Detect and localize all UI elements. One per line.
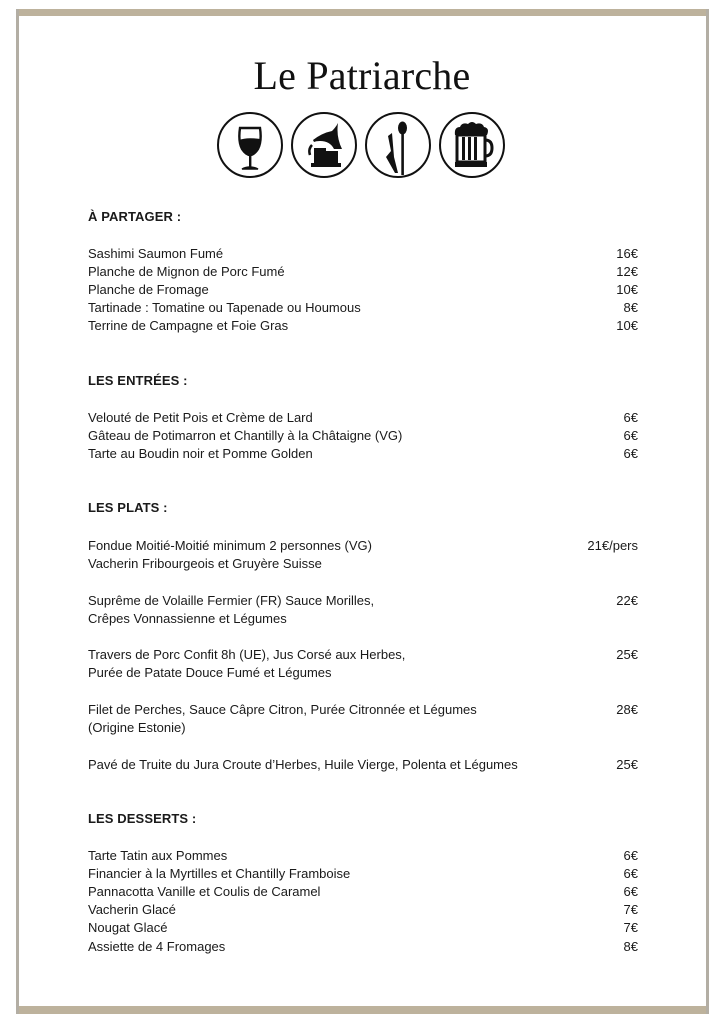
item-name: Velouté de Petit Pois et Crème de Lard bbox=[88, 410, 313, 425]
item-price: 21€/pers bbox=[587, 538, 638, 553]
frame-top-border bbox=[16, 9, 709, 16]
item-name: Pannacotta Vanille et Coulis de Caramel bbox=[88, 884, 321, 899]
section-title-entrees: LES ENTRÉES : bbox=[88, 373, 188, 388]
item-price: 6€ bbox=[623, 848, 638, 863]
item-name: Pavé de Truite du Jura Croute d’Herbes, Huile Vierge, Polenta et Légumes bbox=[88, 757, 518, 772]
menu-item bbox=[88, 701, 638, 737]
item-name: Terrine de Campagne et Foie Gras bbox=[88, 318, 289, 333]
wine-glass-icon bbox=[216, 111, 284, 179]
item-name: Sashimi Saumon Fumé bbox=[88, 246, 224, 261]
item-price: 10€ bbox=[616, 318, 638, 333]
item-name: Planche de Mignon de Porc Fumé bbox=[88, 264, 285, 279]
item-price: 8€ bbox=[623, 939, 638, 954]
item-price: 7€ bbox=[623, 902, 638, 917]
item-price: 7€ bbox=[623, 920, 638, 935]
item-price: 16€ bbox=[616, 246, 638, 261]
header-icons bbox=[216, 111, 508, 181]
menu-item bbox=[88, 409, 638, 427]
item-description: Vacherin Fribourgeois et Gruyère Suisse bbox=[88, 556, 322, 572]
item-name: Fondue Moitié-Moitié minimum 2 personnes (VG) bbox=[88, 538, 372, 553]
item-price: 28€ bbox=[616, 702, 638, 717]
section-title-a-partager: À PARTAGER : bbox=[88, 209, 182, 224]
menu-item bbox=[88, 299, 638, 317]
menu-item bbox=[88, 883, 638, 901]
item-description: Purée de Patate Douce Fumé et Légumes bbox=[88, 665, 332, 681]
item-name: Nougat Glacé bbox=[88, 920, 168, 935]
menu-item bbox=[88, 427, 638, 445]
item-price: 6€ bbox=[623, 866, 638, 881]
item-price: 6€ bbox=[623, 884, 638, 899]
menu-item bbox=[88, 865, 638, 883]
gramophone-icon bbox=[290, 111, 358, 179]
menu-item bbox=[88, 445, 638, 463]
menu-item bbox=[88, 756, 638, 774]
item-name: Travers de Porc Confit 8h (UE), Jus Corsé aux Herbes, bbox=[88, 647, 406, 662]
frame-right-border bbox=[706, 9, 709, 1014]
item-name: Gâteau de Potimarron et Chantilly à la Châtaigne (VG) bbox=[88, 428, 403, 443]
menu-item bbox=[88, 938, 638, 956]
item-price: 8€ bbox=[623, 300, 638, 315]
beer-mug-icon bbox=[438, 111, 506, 179]
item-price: 25€ bbox=[616, 757, 638, 772]
item-name: Planche de Fromage bbox=[88, 282, 209, 297]
item-price: 6€ bbox=[623, 446, 638, 461]
item-description: Crêpes Vonnassienne et Légumes bbox=[88, 611, 287, 627]
item-price: 12€ bbox=[616, 264, 638, 279]
menu-item bbox=[88, 245, 638, 263]
menu-item bbox=[88, 847, 638, 865]
frame-left-border bbox=[16, 9, 19, 1014]
menu-item bbox=[88, 592, 638, 628]
item-price: 22€ bbox=[616, 593, 638, 608]
item-name: Tarte Tatin aux Pommes bbox=[88, 848, 228, 863]
item-price: 6€ bbox=[623, 410, 638, 425]
item-name: Tartinade : Tomatine ou Tapenade ou Houmous bbox=[88, 300, 361, 315]
item-name: Vacherin Glacé bbox=[88, 902, 176, 917]
menu-item bbox=[88, 919, 638, 937]
item-name: Filet de Perches, Sauce Câpre Citron, Purée Citronnée et Légumes bbox=[88, 702, 477, 717]
knife-spoon-icon bbox=[364, 111, 432, 179]
item-name: Financier à la Myrtilles et Chantilly Framboise bbox=[88, 866, 351, 881]
item-price: 6€ bbox=[623, 428, 638, 443]
restaurant-title: Le Patriarche bbox=[253, 53, 471, 98]
frame-bottom-border bbox=[16, 1006, 709, 1014]
menu-item bbox=[88, 281, 638, 299]
menu-item bbox=[88, 901, 638, 919]
menu-item bbox=[88, 646, 638, 682]
item-name: Suprême de Volaille Fermier (FR) Sauce Morilles, bbox=[88, 593, 375, 608]
item-description: (Origine Estonie) bbox=[88, 720, 186, 736]
item-price: 10€ bbox=[616, 282, 638, 297]
item-name: Tarte au Boudin noir et Pomme Golden bbox=[88, 446, 313, 461]
section-title-plats: LES PLATS : bbox=[88, 500, 168, 515]
item-price: 25€ bbox=[616, 647, 638, 662]
menu-item bbox=[88, 317, 638, 335]
menu-item bbox=[88, 537, 638, 573]
section-title-desserts: LES DESSERTS : bbox=[88, 811, 197, 826]
item-name: Assiette de 4 Fromages bbox=[88, 939, 226, 954]
menu-item bbox=[88, 263, 638, 281]
